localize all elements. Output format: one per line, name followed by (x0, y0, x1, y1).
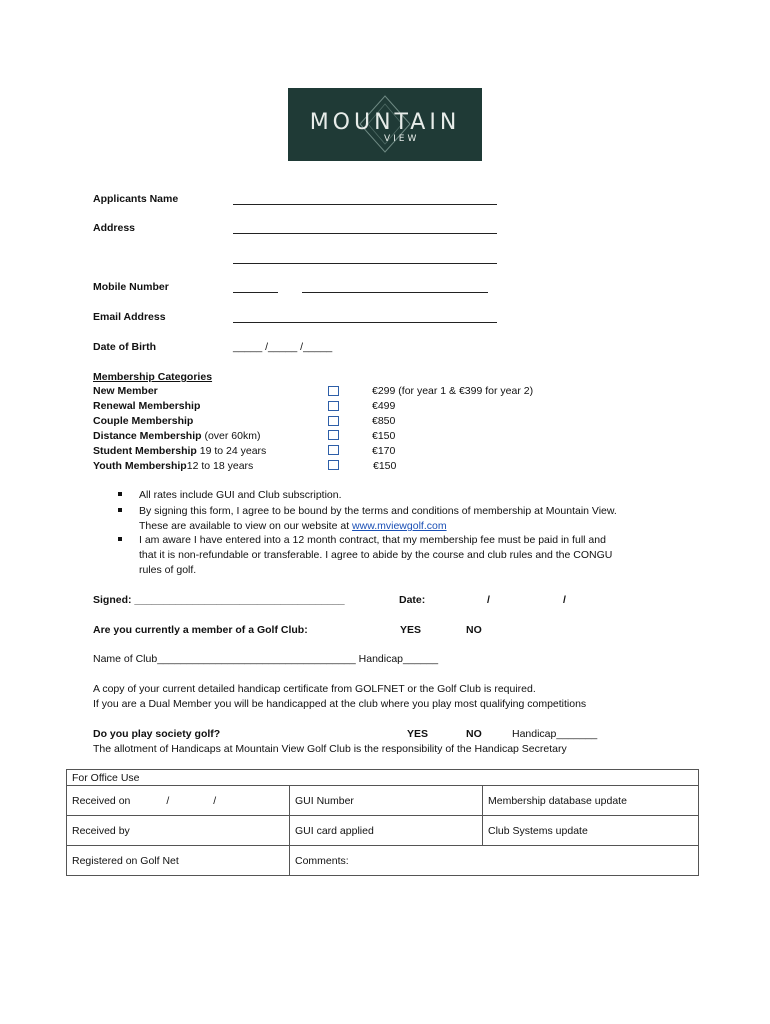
comments-cell[interactable]: Comments: (290, 846, 699, 876)
membership-item (93, 400, 200, 412)
club-systems-cell[interactable]: Club Systems update (483, 816, 699, 846)
membership-name: Couple Membership (93, 415, 194, 427)
gui-number-cell[interactable]: GUI Number (290, 786, 483, 816)
mountain-view-logo (288, 88, 482, 161)
logo-subtitle: VIEW (384, 134, 420, 144)
membership-item: Distance Membership (over 60km) (93, 430, 261, 442)
website-link[interactable]: www.mviewgolf.com (352, 520, 447, 532)
email-address-label: Email Address (93, 311, 166, 323)
signed-field[interactable]: Signed: ____________________________________ (93, 594, 345, 606)
registered-golfnet-cell[interactable]: Registered on Golf Net (67, 846, 290, 876)
couple-membership-checkbox[interactable] (328, 416, 339, 426)
new-member-checkbox[interactable] (328, 386, 339, 396)
applicants-name-label: Applicants Name (93, 193, 179, 205)
address-label: Address (93, 222, 136, 234)
membership-price: €150 (373, 460, 397, 472)
distance-membership-checkbox[interactable] (328, 430, 339, 440)
membership-price: €170 (372, 445, 396, 457)
bullet-icon (118, 537, 122, 541)
applicants-name-line[interactable] (233, 204, 497, 205)
society-no-option[interactable]: NO (466, 728, 482, 740)
membership-item (93, 385, 158, 397)
terms-note-line-1: By signing this form, I agree to be bound by the terms and conditions of membership at Mountain View. (139, 505, 617, 517)
handicap-certificate-note: A copy of your current detailed handicap certificate from GOLFNET or the Golf Club is required. (93, 683, 536, 695)
society-handicap-field[interactable]: Handicap_______ (512, 728, 598, 740)
address-line-1[interactable] (233, 233, 497, 234)
mobile-number-label: Mobile Number (93, 281, 169, 293)
golf-club-question: Are you currently a member of a Golf Club: (93, 624, 308, 636)
date-label: Date: (399, 594, 426, 606)
bullet-icon (118, 508, 122, 512)
membership-name: Youth Membership (93, 460, 187, 472)
dual-member-note: If you are a Dual Member you will be handicapped at the club where you play most qualifying competitions (93, 698, 587, 710)
received-on-cell[interactable]: Received on / / (67, 786, 290, 816)
youth-membership-checkbox[interactable] (328, 460, 339, 470)
society-golf-question: Do you play society golf? (93, 728, 221, 740)
date-slash-1: / (487, 594, 490, 606)
membership-item (93, 415, 193, 427)
contract-note-line-3: rules of golf. (139, 564, 197, 576)
membership-database-cell[interactable]: Membership database update (483, 786, 699, 816)
gui-card-cell[interactable]: GUI card applied (290, 816, 483, 846)
mobile-number-line[interactable] (302, 292, 488, 293)
logo-title: MOUNTAIN (309, 110, 461, 135)
date-of-birth-field[interactable]: _____ /_____ /_____ (233, 341, 333, 353)
golf-club-no-option[interactable]: NO (466, 624, 482, 636)
membership-name: New Member (93, 385, 158, 397)
golf-club-yes-option[interactable]: YES (400, 624, 422, 636)
membership-price: €299 (for year 1 & €399 for year 2) (372, 385, 534, 397)
membership-price: €150 (372, 430, 396, 442)
membership-item: Student Membership 19 to 24 years (93, 445, 267, 457)
membership-price: €850 (372, 415, 396, 427)
contract-note-line-2: that it is non-refundable or transferable. I agree to abide by the course and club rules and the CONGU (139, 549, 613, 561)
membership-name: Renewal Membership (93, 400, 201, 412)
membership-price: €499 (372, 400, 396, 412)
rates-note: All rates include GUI and Club subscription. (139, 489, 342, 501)
renewal-membership-checkbox[interactable] (328, 401, 339, 411)
society-yes-option[interactable]: YES (407, 728, 429, 740)
membership-heading: Membership Categories (93, 371, 213, 383)
received-on-label: Received on (72, 794, 131, 807)
membership-name: Student Membership (93, 445, 197, 457)
date-of-birth-label: Date of Birth (93, 341, 156, 353)
date-slash-2: / (563, 594, 566, 606)
received-by-cell[interactable]: Received by (67, 816, 290, 846)
office-use-table (66, 769, 699, 876)
office-use-title: For Office Use (67, 770, 699, 786)
student-membership-checkbox[interactable] (328, 445, 339, 455)
contract-note-line-1: I am aware I have entered into a 12 month contract, that my membership fee must be paid in full and (139, 534, 606, 546)
email-address-line[interactable] (233, 322, 497, 323)
handicap-allotment-note: The allotment of Handicaps at Mountain View Golf Club is the responsibility of the Handicap Secretary (93, 743, 567, 755)
name-of-club-field[interactable]: Name of Club__________________________________ Handicap______ (93, 653, 439, 665)
membership-name: Distance Membership (93, 430, 202, 442)
mobile-prefix-line[interactable] (233, 292, 278, 293)
membership-item: Youth Membership12 to 18 years (93, 460, 254, 472)
bullet-icon (118, 492, 122, 496)
terms-note-line-2: These are available to view on our website at www.mviewgolf.com (139, 520, 447, 532)
address-line-2[interactable] (233, 263, 497, 264)
